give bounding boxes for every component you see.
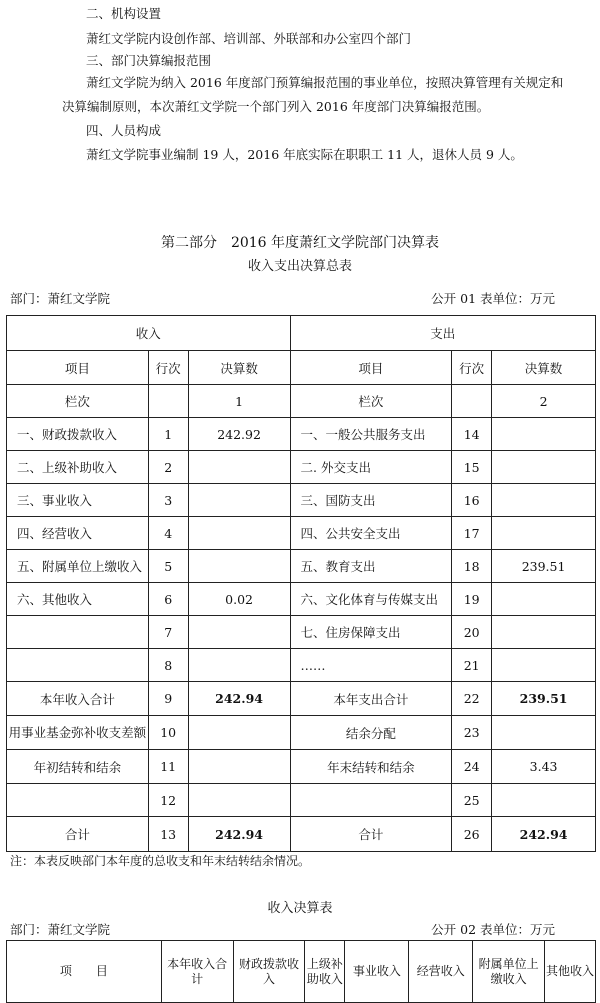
- t2-col-item: 项 目: [7, 941, 162, 1003]
- table-row: 三、事业收入 3 三、国防支出 16: [7, 484, 596, 517]
- scope-paragraph-line1: 萧红文学院为纳入 2016 年度部门预算编报范围的事业单位，按照决算管理有关规定和: [86, 75, 564, 90]
- table-row: 8 …… 21: [7, 649, 596, 682]
- table-row: 六、其他收入 6 0.02 六、文化体育与传媒支出 19: [7, 583, 596, 616]
- col-no-out: 2: [492, 385, 596, 418]
- fund-row: 用事业基金弥补收支差额 10 结余分配 23: [7, 716, 596, 750]
- section-heading-org: 二、机构设置: [86, 6, 162, 21]
- income-table: [6, 940, 596, 1003]
- table1-note: 注：本表反映部门本年度的总收支和年末结转结余情况。: [10, 854, 311, 868]
- table2-title: 收入决算表: [267, 901, 333, 916]
- section-heading-staff: 四、人员构成: [86, 123, 162, 138]
- row-label-in: 栏次: [7, 385, 149, 418]
- table2-dept: 部门：萧红文学院: [10, 922, 111, 937]
- col-amount-in: 决算数: [188, 351, 290, 385]
- table1-title: 收入支出决算总表: [247, 259, 352, 274]
- col-amount-out: 决算数: [492, 351, 596, 385]
- table1-unit: 公开 01 表单位：万元: [431, 291, 555, 306]
- col-no-in: 1: [188, 385, 290, 418]
- col-line-out: 行次: [452, 351, 492, 385]
- t2-col-affiliate: 附属单位上缴收入: [473, 941, 545, 1003]
- col-item-out: 项目: [290, 351, 452, 385]
- income-expense-summary-table: [6, 315, 596, 852]
- staff-paragraph: 萧红文学院事业编制 19 人，2016 年底实际在职职工 11 人，退休人员 9 人。: [86, 147, 523, 162]
- expense-header: 支出: [290, 316, 595, 351]
- row-label-out: 栏次: [290, 385, 452, 418]
- table-row: 二、上级补助收入 2 二. 外交支出 15: [7, 451, 596, 484]
- table-row: 7 七、住房保障支出 20: [7, 616, 596, 649]
- scope-paragraph-line2: 决算编制原则，本次萧红文学院一个部门列入 2016 年度部门决算编报范围。: [62, 99, 490, 114]
- t2-col-fiscal: 财政拨款收入: [233, 941, 305, 1003]
- table-row: 一、财政拨款收入 1 242.92 一、一般公共服务支出 14: [7, 418, 596, 451]
- col-line-in: 行次: [148, 351, 188, 385]
- grand-total-row: 合计 13 242.94 合计 26 242.94: [7, 817, 596, 852]
- table1-dept: 部门：萧红文学院: [10, 291, 111, 306]
- table-row: 四、经营收入 4 四、公共安全支出 17: [7, 517, 596, 550]
- carryover-row: 年初结转和结余 11 年末结转和结余 24 3.43: [7, 750, 596, 784]
- t2-col-upper: 上级补助收入: [305, 941, 345, 1003]
- part2-title: 第二部分 2016 年度萧红文学院部门决算表: [160, 235, 440, 251]
- t2-col-career: 事业收入: [345, 941, 409, 1003]
- org-paragraph: 萧红文学院内设创作部、培训部、外联部和办公室四个部门: [86, 31, 412, 46]
- blank-row: 12 25: [7, 784, 596, 817]
- year-total-row: 本年收入合计 9 242.94 本年支出合计 22 239.51: [7, 682, 596, 716]
- income-header: 收入: [7, 316, 291, 351]
- t2-col-total: 本年收入合计: [161, 941, 233, 1003]
- t2-col-business: 经营收入: [409, 941, 473, 1003]
- col-item-in: 项目: [7, 351, 149, 385]
- table2-unit: 公开 02 表单位：万元: [431, 922, 555, 937]
- section-heading-scope: 三、部门决算编报范围: [86, 53, 212, 68]
- t2-col-other: 其他收入: [545, 941, 596, 1003]
- table-row: 五、附属单位上缴收入 5 五、教育支出 18 239.51: [7, 550, 596, 583]
